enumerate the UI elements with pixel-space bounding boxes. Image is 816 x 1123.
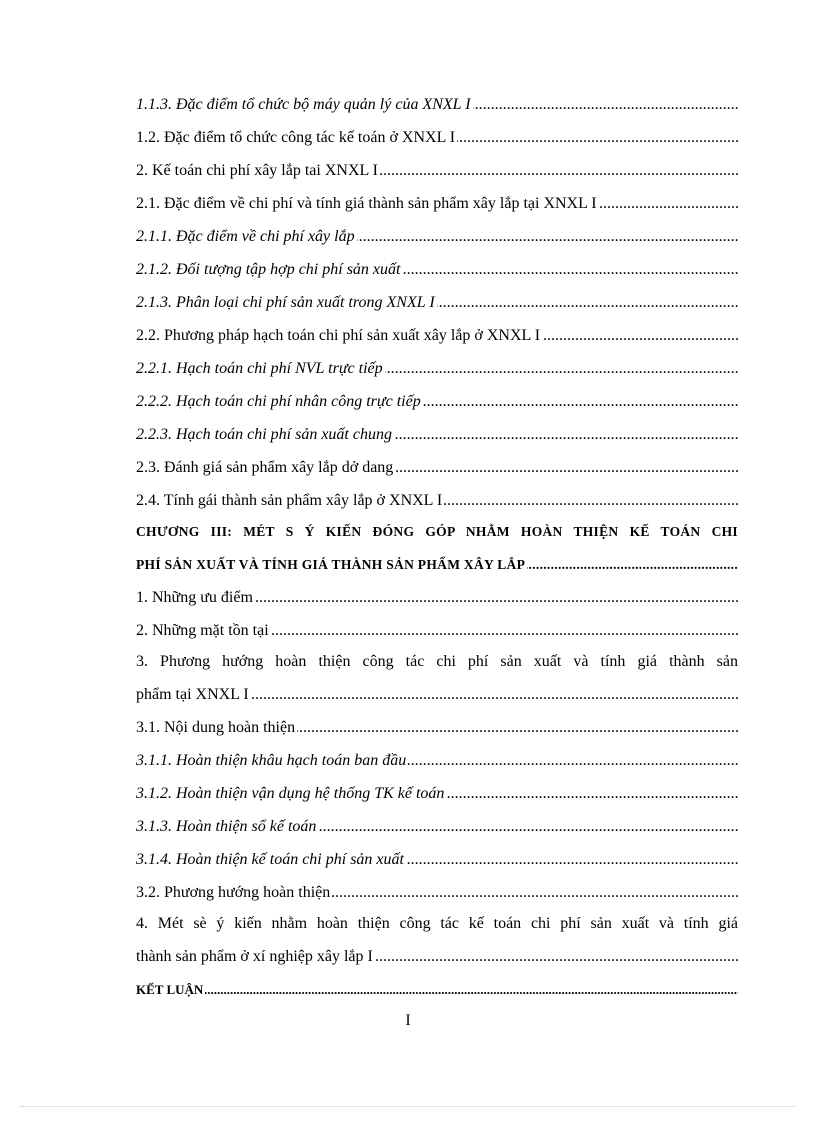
toc-entry-text: 3.1.2. Hoàn thiện vận dụng hệ thống TK kế toán <box>136 785 445 802</box>
chapter-heading-line2-row <box>136 549 738 581</box>
toc-entry <box>136 319 738 352</box>
toc-entry-line1: 3. Phương hướng hoàn thiện công tác chi phí sản xuất và tính giá thành sản <box>136 653 738 670</box>
toc-entry-two-line <box>136 909 738 973</box>
toc-entry-text: 2.2.2. Hạch toán chi phí nhân công trực tiếp <box>136 393 421 410</box>
toc-entry-text: 2.1. Đặc điểm về chi phí và tính giá thành sản phẩm xây lắp tại XNXL I <box>136 195 597 212</box>
toc-entry <box>136 614 738 647</box>
toc-entry-line2-row <box>136 679 738 711</box>
toc-entry-text: 3.2. Phương hướng hoàn thiện <box>136 884 331 901</box>
toc-entry-text: 2.1.2. Đối tượng tập hợp chi phí sản xuất <box>136 261 401 278</box>
toc-entry-line2: thành sản phẩm ở xí nghiệp xây lắp I <box>136 948 373 965</box>
chapter-heading-line1: CHƯƠNG III: MÉT S Ý KIẾN ĐÓNG GÓP NHẰM HOÀN THIỆN KẾ TOÁN CHI <box>136 524 738 539</box>
toc-entry <box>136 777 738 810</box>
toc-entry <box>136 451 738 484</box>
toc-conclusion <box>136 973 738 1006</box>
toc-entry <box>136 711 738 744</box>
toc-entry-two-line <box>136 647 738 711</box>
toc-entry-line1: 4. Mét sè ý kiến nhằm hoàn thiện công tác kế toán chi phí sản xuất và tính giá <box>136 915 738 932</box>
chapter-heading-line2: PHÍ SẢN XUẤT VÀ TÍNH GIÁ THÀNH SẢN PHẨM XÂY LẮP <box>136 557 526 572</box>
toc-entry <box>136 154 738 187</box>
toc-entry-text: 3.1.1. Hoàn thiện khâu hạch toán ban đầu <box>136 752 407 769</box>
toc-entry-text: 3.1.3. Hoàn thiện sổ kế toán <box>136 818 317 835</box>
toc-entry-text: 2.1.1. Đặc điểm về chi phí xây lắp <box>136 228 355 245</box>
toc-chapter-heading <box>136 517 738 581</box>
toc-entry <box>136 876 738 909</box>
toc-entry-text: 2.2.3. Hạch toán chi phí sản xuất chung <box>136 426 392 443</box>
toc-entry-text: 1. Những ưu điểm <box>136 589 253 606</box>
toc-entry <box>136 744 738 777</box>
toc-entry-text: 2.3. Đánh giá sản phẩm xây lắp dở dang <box>136 459 394 476</box>
toc-entry <box>136 810 738 843</box>
toc-entry-text: 3.1.4. Hoàn thiện kế toán chi phí sản xuất <box>136 851 404 868</box>
toc-entry-line2: phẩm tại XNXL I <box>136 686 249 703</box>
toc-entry <box>136 286 738 319</box>
toc-entry <box>136 253 738 286</box>
toc-entry-text: 3.1. Nội dung hoàn thiện <box>136 719 296 736</box>
toc-entry-text: 2. Kế toán chi phí xây lắp tai XNXL I <box>136 162 379 179</box>
toc-entry <box>136 484 738 517</box>
toc-entry <box>136 843 738 876</box>
table-of-contents <box>136 88 738 1006</box>
toc-entry-text: 1.2. Đặc điểm tổ chức công tác kế toán ở XNXL I <box>136 129 456 146</box>
toc-entry <box>136 352 738 385</box>
toc-entry-text: 2.2.1. Hạch toán chi phí NVL trực tiếp <box>136 360 383 377</box>
footer-divider <box>20 1106 796 1107</box>
toc-entry-line2-row <box>136 941 738 973</box>
toc-entry <box>136 418 738 451</box>
toc-entry <box>136 121 738 154</box>
toc-entry-text: 2.1.3. Phân loại chi phí sản xuất trong XNXL I <box>136 294 435 311</box>
toc-entry <box>136 187 738 220</box>
conclusion-text: KẾT LUẬN <box>136 982 204 997</box>
toc-entry <box>136 88 738 121</box>
toc-entry-text: 1.1.3. Đặc điểm tổ chức bộ máy quản lý của XNXL I <box>136 96 471 113</box>
page-number: I <box>405 1012 411 1029</box>
toc-entry-text: 2.2. Phương pháp hạch toán chi phí sản xuất xây lắp ở XNXL I <box>136 327 541 344</box>
toc-entry <box>136 220 738 253</box>
toc-entry <box>136 581 738 614</box>
toc-entry-text: 2. Những mặt tồn tại <box>136 622 269 639</box>
toc-entry <box>136 385 738 418</box>
toc-entry-text: 2.4. Tính gái thành sản phẩm xây lắp ở XNXL I <box>136 492 443 509</box>
